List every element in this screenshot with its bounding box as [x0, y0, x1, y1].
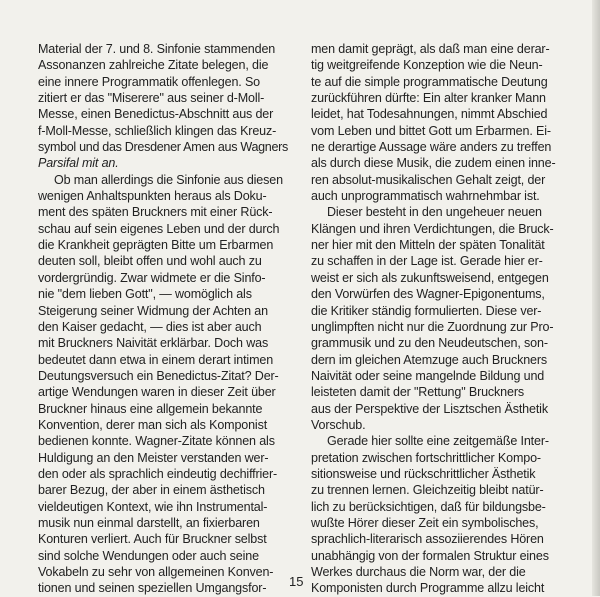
- text-line: mit Bruckners Naivität erklärbar. Doch was: [38, 336, 269, 351]
- text-line: pretation zwischen fortschrittlicher Kompo-: [311, 450, 541, 465]
- text-line: nie "dem lieben Gott", — womöglich als: [38, 287, 252, 302]
- text-line: ne derartige Aussage wäre anders zu treffen: [311, 140, 552, 155]
- paragraph-start-line: Dieser besteht in den ungeheuer neuen: [327, 205, 542, 220]
- text-line: wenigen Anhaltspunkten heraus als Doku-: [38, 189, 267, 204]
- text-line: Steigerung seiner Widmung der Achten an: [38, 303, 268, 318]
- text-line: bedienen konnte. Wagner-Zitate können als: [38, 434, 275, 449]
- text-line: Werkes durchaus die Norm war, der die: [311, 565, 526, 579]
- text-line: unglimpften nicht nur die Zuordnung zur Pro-: [311, 319, 554, 334]
- text-line: eine innere Programmatik offenlegen. So: [38, 74, 260, 89]
- text-line: tionen und seinen speziellen Umgangsfor-: [38, 581, 267, 596]
- text-line: ment des späten Bruckners mit einer Rück-: [38, 205, 273, 220]
- text-line: Vokabeln zu sehr von allgemeinen Konven-: [38, 565, 274, 579]
- text-line: tig weitgreifende Konzeption wie die Neun-: [311, 58, 543, 73]
- text-line: Naivität oder seine mangelnde Bildung und: [311, 368, 545, 383]
- text-line: sprachlich-literarisch assoziierendes Hören: [311, 532, 544, 547]
- text-line: Konturen verliert. Auch für Bruckner selbst: [38, 532, 267, 547]
- text-line: die Kritiker ständig formulierten. Diese ver-: [311, 303, 542, 318]
- text-line: Deutungsversuch ein Benedictus-Zitat? Der-: [38, 368, 279, 383]
- text-line: vieldeutigen Kontext, wie ihn Instrumental-: [38, 499, 268, 514]
- text-line: men damit geprägt, als daß man eine derar-: [311, 42, 550, 56]
- text-line: Assonanzen zahlreiche Zitate belegen, die: [38, 58, 269, 73]
- text-line: symbol und das Dresdener Amen aus Wagners: [38, 140, 288, 155]
- text-line: Konvention, derer man sich als Komponist: [38, 417, 268, 432]
- text-line: zitiert er das "Miserere" aus seiner d-Moll-: [38, 91, 265, 106]
- text-line: aus der Perspektive der Lisztschen Ästhetik: [311, 401, 548, 416]
- booklet-spine-edge: [592, 0, 600, 596]
- text-line: musik nun einmal darstellt, an fixierbaren: [38, 515, 260, 530]
- text-line: die Krankheit geprägten Bitte um Erbarmen: [38, 238, 274, 253]
- text-line: dern im gleichen Atemzuge auch Bruckners: [311, 352, 548, 367]
- text-line: te auf die simple programmatische Deutung: [311, 74, 548, 89]
- text-line: leisteten damit der "Rettung" Bruckners: [311, 385, 524, 400]
- text-line: ren absolut-musikalischen Gehalt zeigt, der: [311, 172, 546, 187]
- text-line: Vorschub.: [311, 417, 366, 432]
- text-line: den oder als sprachlich eindeutig dechiffrier-: [38, 466, 278, 481]
- text-line: lich zu berücksichtigen, daß für bildungsbe-: [311, 499, 546, 514]
- text-line: f-Moll-Messe, schließlich klingen das Kreuz-: [38, 123, 277, 138]
- text-line: den Kaiser gedacht, — dies ist aber auch: [38, 319, 262, 334]
- text-line: zu trennen lernen. Gleichzeitig bleibt natür-: [311, 483, 544, 498]
- paragraph-start-line: Gerade hier sollte eine zeitgemäße Inter-: [327, 434, 549, 449]
- right-text-column: [311, 41, 562, 597]
- text-line: Bruckner hinaus eine allgemein bekannte: [38, 401, 263, 416]
- text-line: artige Wendungen waren in dieser Zeit über: [38, 385, 276, 400]
- text-line: vom Leben und bittet Gott um Erbarmen. Ei-: [311, 123, 551, 138]
- left-text-column: [38, 41, 288, 597]
- text-line: Huldigung an den Meister verstanden wer-: [38, 450, 269, 465]
- text-line: ner hier mit den Mitteln der späten Tonalität: [311, 238, 545, 253]
- text-line: als durch diese Musik, die zudem einen inne-: [311, 156, 556, 171]
- page-number: 15: [289, 574, 304, 589]
- text-line: bedeutet dann etwa in einem derart intimen: [38, 352, 274, 367]
- text-line: schau auf sein eigenes Leben und der durch: [38, 221, 280, 236]
- text-line: Material der 7. und 8. Sinfonie stammenden: [38, 42, 276, 56]
- text-line: auch unprogrammatisch wahrnehmbar ist.: [311, 189, 540, 204]
- paragraph-start-line: Ob man allerdings die Sinfonie aus diesen: [54, 172, 283, 187]
- text-line: Komponisten durch Programme allzu leicht: [311, 581, 545, 596]
- text-line: unabhängig von der formalen Struktur eines: [311, 548, 549, 563]
- text-line: weist er sich als zukunftsweisend, entgegen: [311, 270, 549, 285]
- text-line: vordergründig. Zwar widmete er die Sinfo-: [38, 270, 266, 285]
- text-line: zurückführen dürfte: Ein alter kranker Mann: [311, 91, 546, 106]
- text-line: sind solche Wendungen oder auch seine: [38, 548, 259, 563]
- text-line: deuten soll, bleibt offen und wohl auch zu: [38, 254, 262, 269]
- text-line: Messe, einen Benedictus-Abschnitt aus der: [38, 107, 274, 122]
- text-line: leidet, hat Todesahnungen, nimmt Abschied: [311, 107, 548, 122]
- text-line: sitionsweise und rückschrittlicher Ästhetik: [311, 466, 536, 481]
- text-line: barer Bezug, der aber in einem ästhetisch: [38, 483, 265, 498]
- text-line: grammusik und zu den Neudeutschen, son-: [311, 336, 548, 351]
- text-line: zu schaffen in der Lage ist. Gerade hier er-: [311, 254, 543, 269]
- text-line: den Vorwürfen des Wagner-Epigonentums,: [311, 287, 545, 302]
- text-line: Parsifal mit an.: [38, 156, 119, 171]
- text-line: Klängen und ihren Verdichtungen, die Bruck-: [311, 221, 554, 236]
- text-line: wußte Hörer dieser Zeit ein symbolisches,: [311, 515, 539, 530]
